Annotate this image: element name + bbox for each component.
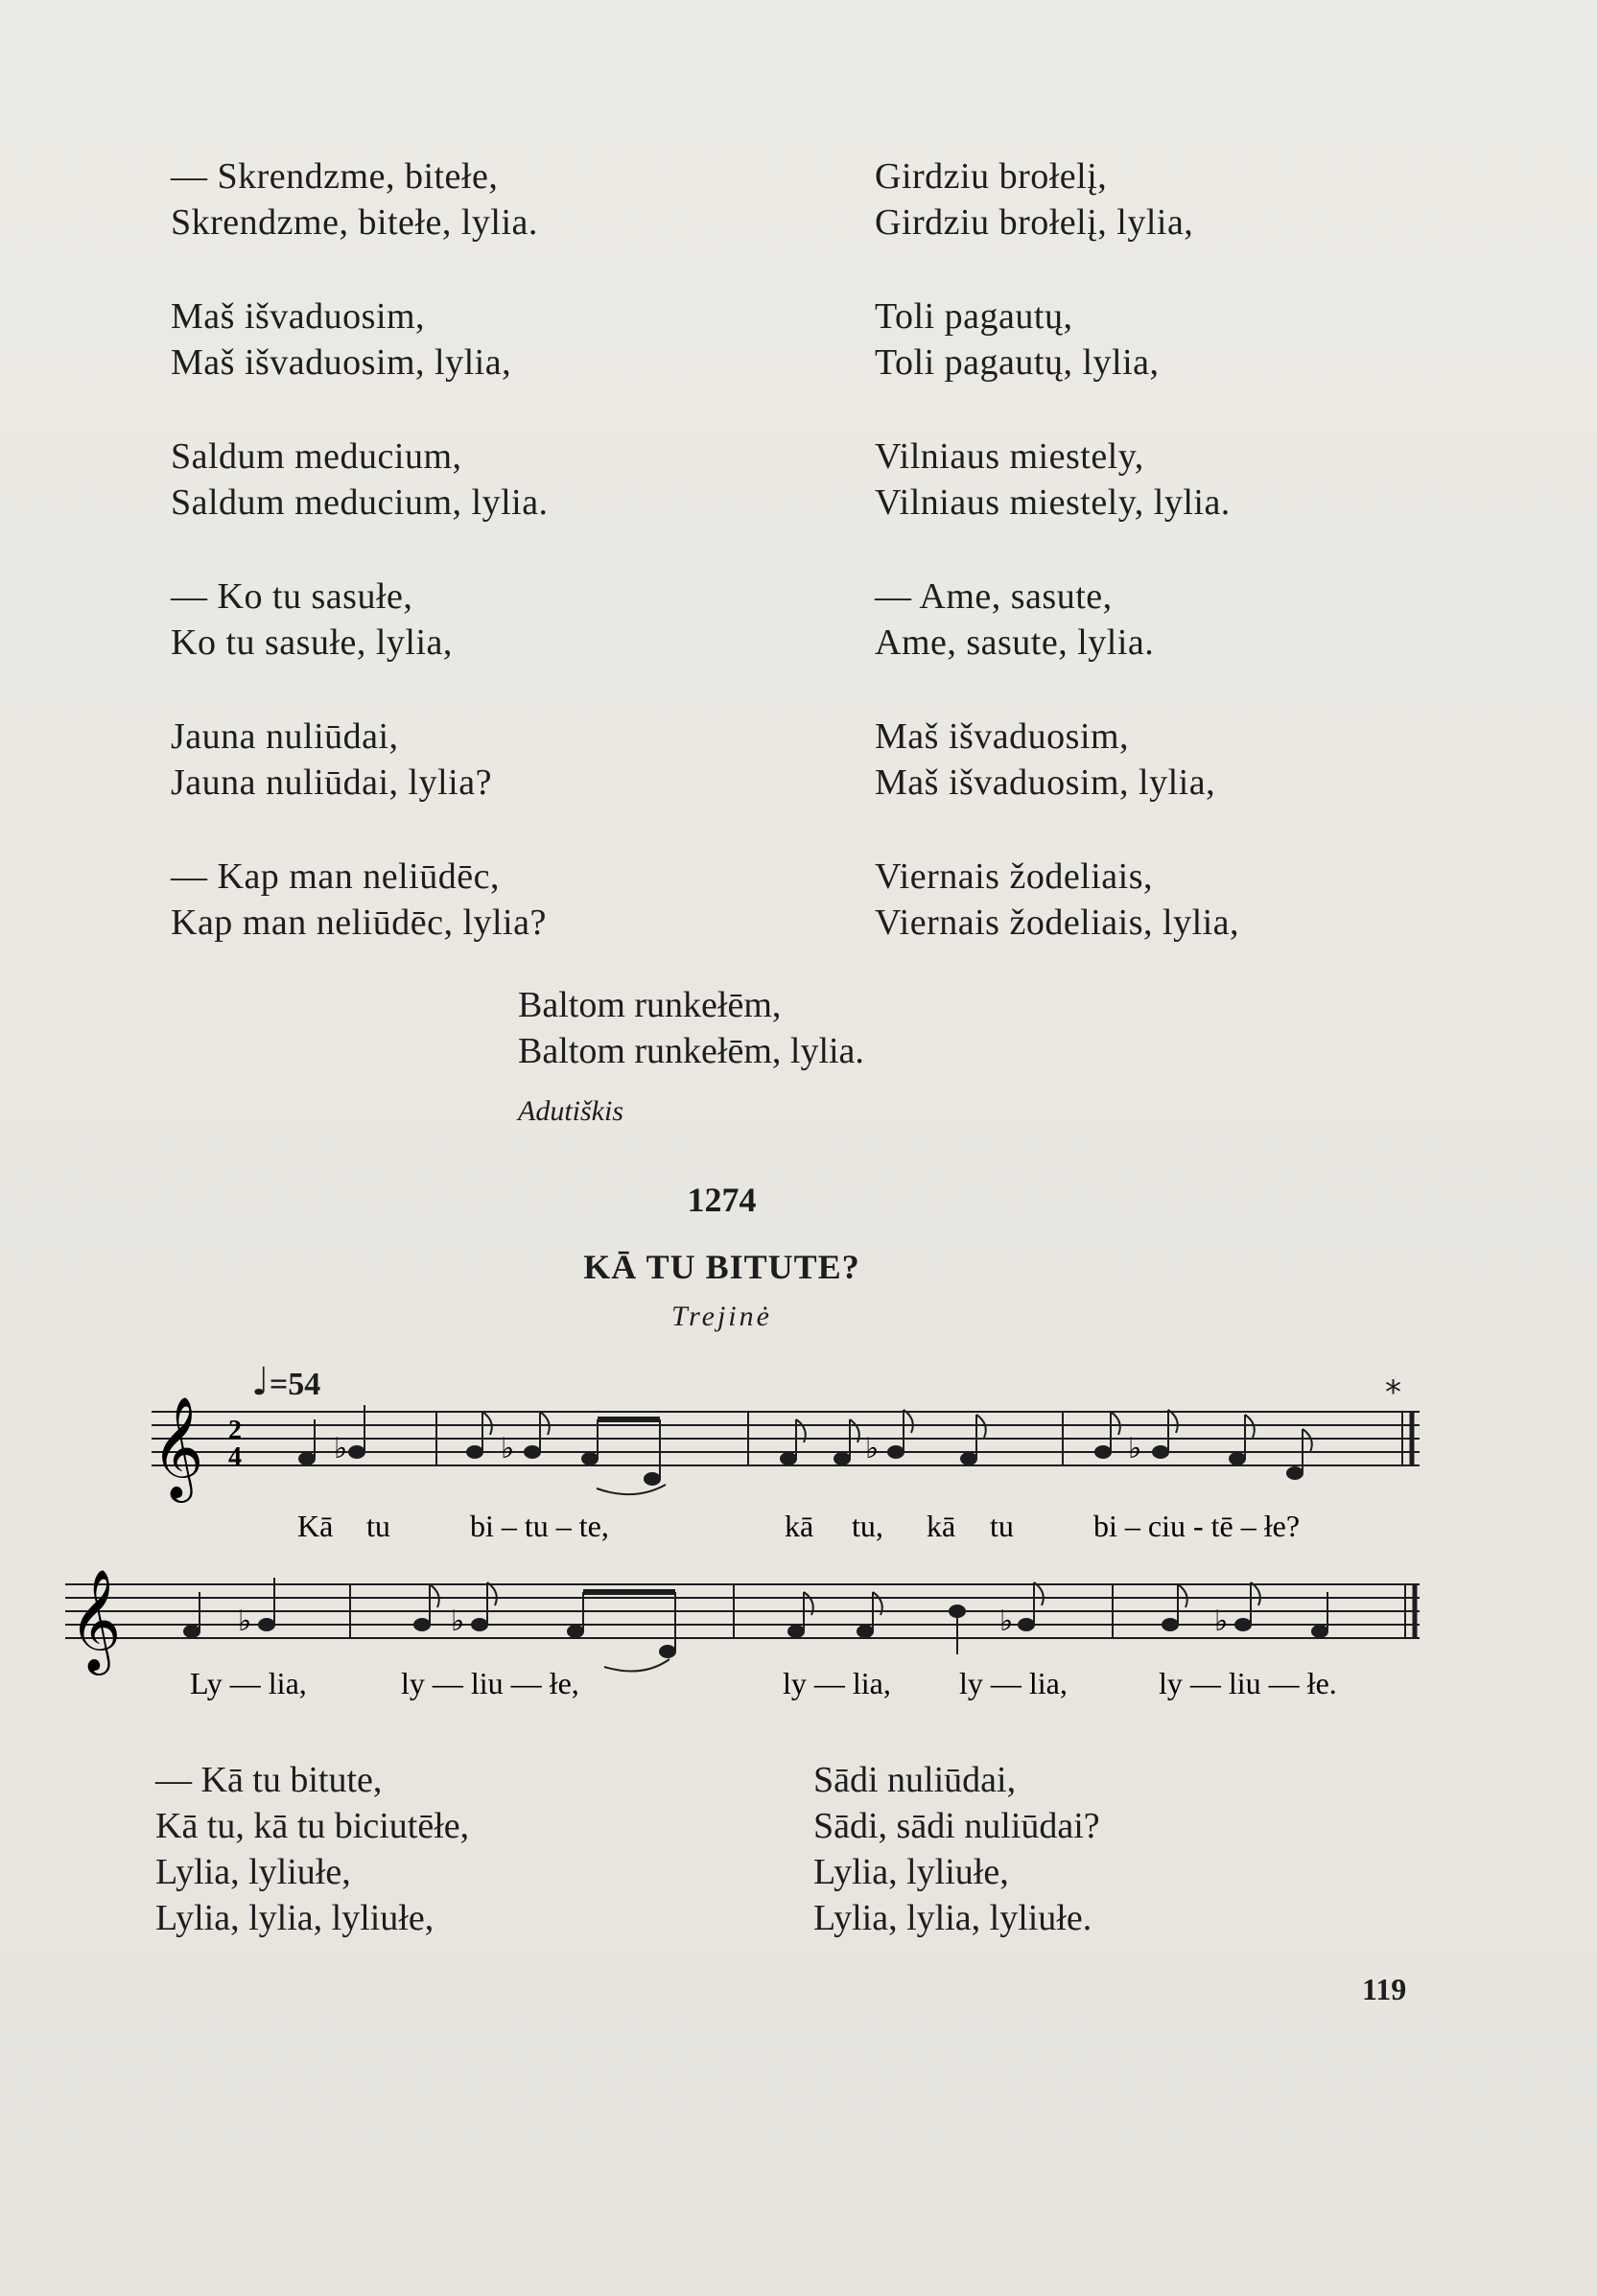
lyric-line: Viernais žodeliais, lylia,: [875, 902, 1240, 943]
lyric-line: Sādi nuliūdai,: [813, 1760, 1017, 1800]
bottom-right-stanza: [813, 1757, 1100, 1941]
quarter-note-icon: ♩: [251, 1360, 270, 1404]
stanza: [875, 433, 1239, 526]
closing-stanza: [518, 982, 864, 1074]
song-subtitle: Trejinė: [671, 1300, 772, 1332]
lyric-syllable: Ly — lia,: [190, 1666, 307, 1700]
lyric-line: Maš išvaduosim, lylia,: [171, 342, 512, 383]
svg-text:♭: ♭: [999, 1605, 1014, 1638]
svg-text:♭: ♭: [238, 1605, 252, 1638]
music-staff-1: [144, 1381, 1429, 1544]
staff2-lyrics: [190, 1666, 1337, 1700]
time-signature-bottom: 4: [228, 1442, 242, 1472]
lyric-line: — Kap man neliūdēc,: [171, 856, 500, 897]
stanza: [171, 714, 549, 806]
lyric-line: Toli pagautų, lylia,: [875, 342, 1160, 383]
lyric-line: — Skrendzme, bitełe,: [171, 156, 499, 197]
lyric-line: Girdziu brołelį,: [875, 156, 1108, 197]
bottom-left-stanza: [155, 1757, 469, 1941]
svg-text:♭: ♭: [1214, 1605, 1229, 1638]
lyric-line: Maš išvaduosim,: [875, 716, 1130, 757]
lyric-line: Viernais žodeliais,: [875, 856, 1154, 897]
treble-clef-icon: 𝄞: [69, 1568, 122, 1671]
stanza: [875, 714, 1239, 806]
slur: [597, 1485, 666, 1494]
lyric-line: Ame, sasute, lylia.: [875, 622, 1155, 663]
left-lyrics-column: [171, 153, 549, 994]
lyric-line: — Ko tu sasułe,: [171, 576, 413, 617]
lyric-line: Toli pagautų,: [875, 296, 1073, 337]
right-lyrics-column: [875, 153, 1239, 994]
lyric-syllable: kā: [927, 1509, 956, 1543]
lyric-line: Sādi, sādi nuliūdai?: [813, 1806, 1100, 1846]
page-number: 119: [1362, 1972, 1407, 2006]
tempo-value: =54: [269, 1367, 321, 1402]
lyric-syllable: bi – tu – te,: [470, 1509, 609, 1543]
svg-text:♭: ♭: [501, 1432, 515, 1465]
music-staff-2: [58, 1554, 1429, 1707]
lyric-line: Kap man neliūdēc, lylia?: [171, 902, 547, 943]
svg-text:♭: ♭: [334, 1432, 348, 1465]
lyric-syllable: tu: [990, 1509, 1014, 1543]
notes: [299, 1405, 1312, 1485]
lyric-line: Jauna nuliūdai, lylia?: [171, 762, 492, 803]
lyric-line: Baltom runkełēm,: [518, 985, 782, 1025]
staff1-lyrics: [297, 1509, 1300, 1543]
lyric-line: Maš išvaduosim, lylia,: [875, 762, 1216, 803]
svg-text:♭: ♭: [1128, 1432, 1142, 1465]
lyric-syllable: kā: [785, 1509, 814, 1543]
song-number: 1274: [687, 1181, 757, 1219]
treble-clef-icon: 𝄞: [152, 1395, 204, 1498]
stanza: [875, 293, 1239, 386]
lyric-syllable: ly — lia,: [783, 1666, 891, 1700]
lyric-line: Jauna nuliūdai,: [171, 716, 399, 757]
stanza: [171, 433, 549, 526]
stanza: [875, 854, 1239, 946]
stanza: [171, 854, 549, 946]
stanza: [171, 153, 549, 246]
lyric-line: Baltom runkełēm, lylia.: [518, 1031, 864, 1071]
stanza: [171, 293, 549, 386]
song-title: KĀ TU BITUTE?: [583, 1248, 860, 1286]
lyric-syllable: Kā: [297, 1509, 334, 1543]
lyric-syllable: ly — liu — łe.: [1159, 1666, 1337, 1700]
asterisk-mark: *: [1385, 1373, 1401, 1412]
lyric-line: Saldum meducium, lylia.: [171, 482, 549, 523]
lyric-line: — Kā tu bitute,: [155, 1760, 383, 1800]
stanza: [875, 153, 1239, 246]
lyric-syllable: tu,: [852, 1509, 883, 1543]
lyric-line: Girdziu brołelį, lylia,: [875, 202, 1194, 243]
stanza: [875, 574, 1239, 666]
lyric-line: — Ame, sasute,: [875, 576, 1113, 617]
lyric-syllable: ly — lia,: [959, 1666, 1068, 1700]
slur: [604, 1659, 669, 1672]
lyric-line: Skrendzme, bitełe, lylia.: [171, 202, 538, 243]
lyric-syllable: tu: [366, 1509, 390, 1543]
svg-text:♭: ♭: [451, 1605, 465, 1638]
lyric-line: Vilniaus miestely, lylia.: [875, 482, 1231, 523]
lyric-line: Lylia, lyliułe,: [813, 1852, 1009, 1892]
lyric-line: Vilniaus miestely,: [875, 436, 1144, 477]
lyric-line: Lylia, lylia, lyliułe,: [155, 1898, 434, 1938]
stanza: [171, 574, 549, 666]
svg-text:♭: ♭: [865, 1432, 880, 1465]
lyric-line: Saldum meducium,: [171, 436, 462, 477]
notes: [184, 1578, 1327, 1657]
place-of-recording: Adutiškis: [518, 1095, 623, 1127]
lyric-line: Kā tu, kā tu biciutēłe,: [155, 1806, 470, 1846]
lyric-line: Ko tu sasułe, lylia,: [171, 622, 453, 663]
time-signature-top: 2: [228, 1416, 242, 1445]
lyric-syllable: bi – ciu - tē – łe?: [1093, 1509, 1301, 1543]
flat-signs: [334, 1432, 1141, 1465]
lyric-line: Lylia, lylia, lyliułe.: [813, 1898, 1092, 1938]
lyric-line: Maš išvaduosim,: [171, 296, 426, 337]
lyric-syllable: ly — liu — łe,: [401, 1666, 579, 1700]
lyric-line: Lylia, lyliułe,: [155, 1852, 351, 1892]
